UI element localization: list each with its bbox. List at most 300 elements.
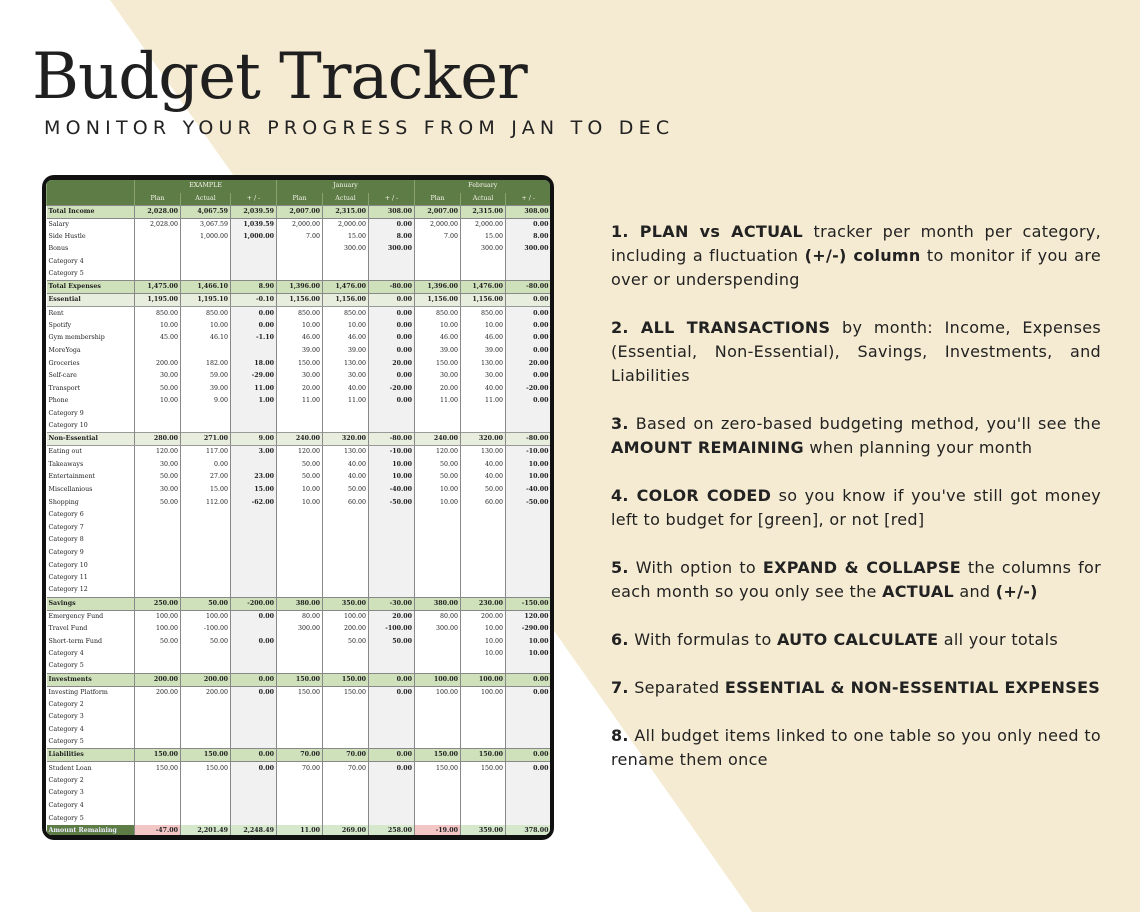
cell[interactable]: 11.00 bbox=[461, 395, 506, 408]
cell[interactable] bbox=[277, 724, 323, 737]
row-label[interactable]: Self-care bbox=[48, 372, 77, 380]
cell[interactable]: 40.00 bbox=[461, 471, 506, 484]
cell[interactable] bbox=[277, 572, 323, 585]
cell[interactable] bbox=[369, 420, 415, 433]
cell[interactable] bbox=[277, 711, 323, 724]
cell[interactable] bbox=[461, 584, 506, 597]
cell[interactable]: 1,156.00 bbox=[277, 294, 323, 307]
cell[interactable]: 0.00 bbox=[506, 307, 551, 320]
cell[interactable]: 9.00 bbox=[181, 395, 231, 408]
cell[interactable] bbox=[415, 268, 461, 281]
row-label[interactable]: Salary bbox=[48, 220, 69, 228]
cell[interactable] bbox=[181, 408, 231, 421]
row-label[interactable]: Category 5 bbox=[48, 662, 84, 670]
cell[interactable]: 10.00 bbox=[277, 484, 323, 497]
cell[interactable] bbox=[181, 584, 231, 597]
cell[interactable]: 0.00 bbox=[506, 686, 551, 699]
cell[interactable]: 150.00 bbox=[181, 749, 231, 762]
cell[interactable] bbox=[277, 775, 323, 788]
cell[interactable]: 850.00 bbox=[323, 307, 369, 320]
cell[interactable] bbox=[461, 559, 506, 572]
cell[interactable] bbox=[506, 547, 551, 560]
cell[interactable] bbox=[506, 408, 551, 421]
cell[interactable] bbox=[135, 521, 181, 534]
cell[interactable] bbox=[461, 699, 506, 712]
cell[interactable] bbox=[277, 787, 323, 800]
cell[interactable] bbox=[415, 572, 461, 585]
cell[interactable] bbox=[231, 268, 277, 281]
cell[interactable]: 2,000.00 bbox=[415, 218, 461, 231]
cell[interactable]: 2,201.49 bbox=[181, 825, 231, 835]
cell[interactable] bbox=[415, 699, 461, 712]
cell[interactable]: 30.00 bbox=[415, 370, 461, 383]
cell[interactable] bbox=[506, 572, 551, 585]
row-label[interactable]: MoreYoga bbox=[48, 347, 81, 355]
cell[interactable] bbox=[277, 660, 323, 673]
cell[interactable]: 150.00 bbox=[323, 673, 369, 686]
row-label[interactable]: Rent bbox=[48, 309, 64, 317]
cell[interactable]: -62.00 bbox=[231, 496, 277, 509]
cell[interactable]: 0.00 bbox=[506, 762, 551, 775]
cell[interactable]: -100.00 bbox=[181, 623, 231, 636]
cell[interactable]: 18.00 bbox=[231, 357, 277, 370]
cell[interactable]: 0.00 bbox=[506, 673, 551, 686]
cell[interactable]: 50.00 bbox=[415, 471, 461, 484]
row-label[interactable]: Category 4 bbox=[48, 726, 84, 734]
cell[interactable] bbox=[231, 812, 277, 825]
cell[interactable] bbox=[135, 408, 181, 421]
cell[interactable]: 50.00 bbox=[323, 635, 369, 648]
cell[interactable] bbox=[415, 736, 461, 749]
cell[interactable]: 10.00 bbox=[277, 320, 323, 333]
cell[interactable] bbox=[135, 420, 181, 433]
cell[interactable]: 10.00 bbox=[369, 471, 415, 484]
cell[interactable] bbox=[323, 509, 369, 522]
row-label[interactable]: Category 7 bbox=[48, 523, 84, 531]
cell[interactable]: 120.00 bbox=[415, 446, 461, 459]
cell[interactable] bbox=[506, 584, 551, 597]
cell[interactable]: 117.00 bbox=[181, 446, 231, 459]
cell[interactable]: 10.00 bbox=[277, 496, 323, 509]
cell[interactable] bbox=[231, 736, 277, 749]
cell[interactable]: 39.00 bbox=[415, 345, 461, 358]
column-header[interactable]: Actual bbox=[181, 193, 231, 206]
cell[interactable] bbox=[369, 724, 415, 737]
cell[interactable] bbox=[181, 534, 231, 547]
cell[interactable]: 850.00 bbox=[181, 307, 231, 320]
cell[interactable]: 200.00 bbox=[323, 623, 369, 636]
cell[interactable]: 1,475.00 bbox=[135, 281, 181, 294]
cell[interactable]: 0.00 bbox=[369, 345, 415, 358]
row-label[interactable]: Side Hustle bbox=[48, 232, 86, 240]
cell[interactable] bbox=[369, 521, 415, 534]
cell[interactable] bbox=[506, 256, 551, 269]
cell[interactable]: 271.00 bbox=[181, 433, 231, 446]
cell[interactable]: -30.00 bbox=[369, 597, 415, 610]
cell[interactable] bbox=[415, 509, 461, 522]
cell[interactable] bbox=[323, 420, 369, 433]
row-label[interactable]: Category 11 bbox=[48, 574, 88, 582]
cell[interactable] bbox=[369, 775, 415, 788]
cell[interactable] bbox=[231, 534, 277, 547]
cell[interactable]: 39.00 bbox=[277, 345, 323, 358]
cell[interactable]: 0.00 bbox=[369, 218, 415, 231]
cell[interactable]: 130.00 bbox=[461, 357, 506, 370]
cell[interactable]: 150.00 bbox=[135, 749, 181, 762]
cell[interactable]: 300.00 bbox=[323, 243, 369, 256]
cell[interactable]: 23.00 bbox=[231, 471, 277, 484]
cell[interactable]: 4,067.59 bbox=[181, 205, 231, 218]
row-label[interactable]: Investing Platform bbox=[48, 688, 108, 696]
cell[interactable]: 3,067.59 bbox=[181, 218, 231, 231]
cell[interactable]: 10.00 bbox=[506, 648, 551, 661]
cell[interactable] bbox=[506, 534, 551, 547]
cell[interactable] bbox=[181, 724, 231, 737]
cell[interactable]: 45.00 bbox=[135, 332, 181, 345]
cell[interactable] bbox=[323, 408, 369, 421]
cell[interactable]: 300.00 bbox=[461, 243, 506, 256]
row-label[interactable]: Category 3 bbox=[48, 713, 84, 721]
cell[interactable] bbox=[461, 408, 506, 421]
cell[interactable]: 10.00 bbox=[135, 320, 181, 333]
cell[interactable]: 150.00 bbox=[277, 673, 323, 686]
cell[interactable] bbox=[277, 256, 323, 269]
cell[interactable]: 10.00 bbox=[369, 459, 415, 472]
cell[interactable] bbox=[135, 800, 181, 813]
cell[interactable]: 100.00 bbox=[323, 610, 369, 623]
cell[interactable]: 27.00 bbox=[181, 471, 231, 484]
cell[interactable] bbox=[135, 547, 181, 560]
cell[interactable]: -50.00 bbox=[506, 496, 551, 509]
row-label[interactable]: Category 8 bbox=[48, 536, 84, 544]
row-label[interactable]: Transport bbox=[48, 384, 81, 392]
cell[interactable]: 269.00 bbox=[323, 825, 369, 835]
cell[interactable] bbox=[181, 256, 231, 269]
month-header[interactable]: February bbox=[415, 180, 551, 193]
cell[interactable]: 320.00 bbox=[323, 433, 369, 446]
cell[interactable]: -200.00 bbox=[231, 597, 277, 610]
cell[interactable]: 2,000.00 bbox=[323, 218, 369, 231]
cell[interactable]: 150.00 bbox=[135, 762, 181, 775]
cell[interactable] bbox=[231, 660, 277, 673]
cell[interactable]: -0.10 bbox=[231, 294, 277, 307]
cell[interactable] bbox=[415, 635, 461, 648]
cell[interactable]: 2,007.00 bbox=[415, 205, 461, 218]
row-label[interactable]: Spotify bbox=[48, 321, 72, 329]
cell[interactable] bbox=[369, 256, 415, 269]
cell[interactable] bbox=[461, 256, 506, 269]
cell[interactable] bbox=[135, 584, 181, 597]
cell[interactable] bbox=[461, 521, 506, 534]
row-label[interactable]: Category 5 bbox=[48, 270, 84, 278]
cell[interactable] bbox=[231, 345, 277, 358]
cell[interactable] bbox=[135, 812, 181, 825]
cell[interactable]: 0.00 bbox=[506, 370, 551, 383]
cell[interactable]: 850.00 bbox=[277, 307, 323, 320]
cell[interactable]: 100.00 bbox=[415, 686, 461, 699]
cell[interactable] bbox=[231, 699, 277, 712]
row-label[interactable]: Category 10 bbox=[48, 422, 88, 430]
cell[interactable]: 11.00 bbox=[277, 395, 323, 408]
cell[interactable] bbox=[135, 660, 181, 673]
cell[interactable] bbox=[506, 660, 551, 673]
cell[interactable] bbox=[323, 534, 369, 547]
cell[interactable] bbox=[415, 775, 461, 788]
cell[interactable]: 300.00 bbox=[506, 243, 551, 256]
cell[interactable]: 150.00 bbox=[415, 762, 461, 775]
cell[interactable]: 15.00 bbox=[461, 231, 506, 244]
cell[interactable]: 80.00 bbox=[415, 610, 461, 623]
cell[interactable] bbox=[323, 256, 369, 269]
cell[interactable] bbox=[415, 256, 461, 269]
cell[interactable] bbox=[323, 648, 369, 661]
column-header[interactable]: + / - bbox=[369, 193, 415, 206]
cell[interactable]: 200.00 bbox=[135, 357, 181, 370]
cell[interactable] bbox=[231, 787, 277, 800]
cell[interactable]: 50.00 bbox=[277, 471, 323, 484]
cell[interactable]: 150.00 bbox=[277, 686, 323, 699]
cell[interactable]: 120.00 bbox=[506, 610, 551, 623]
cell[interactable] bbox=[277, 547, 323, 560]
cell[interactable]: 40.00 bbox=[461, 383, 506, 396]
row-label[interactable]: Category 9 bbox=[48, 410, 84, 418]
cell[interactable]: 200.00 bbox=[135, 673, 181, 686]
cell[interactable] bbox=[506, 800, 551, 813]
cell[interactable] bbox=[135, 534, 181, 547]
cell[interactable]: 130.00 bbox=[323, 357, 369, 370]
cell[interactable]: 10.00 bbox=[181, 320, 231, 333]
cell[interactable] bbox=[135, 231, 181, 244]
cell[interactable] bbox=[277, 736, 323, 749]
cell[interactable] bbox=[323, 660, 369, 673]
cell[interactable] bbox=[506, 509, 551, 522]
cell[interactable] bbox=[277, 584, 323, 597]
cell[interactable] bbox=[323, 547, 369, 560]
cell[interactable]: 10.00 bbox=[461, 623, 506, 636]
cell[interactable] bbox=[323, 268, 369, 281]
cell[interactable]: 378.00 bbox=[506, 825, 551, 835]
cell[interactable] bbox=[461, 547, 506, 560]
cell[interactable]: 100.00 bbox=[461, 673, 506, 686]
cell[interactable] bbox=[369, 572, 415, 585]
cell[interactable]: 20.00 bbox=[277, 383, 323, 396]
cell[interactable] bbox=[181, 572, 231, 585]
cell[interactable]: 0.00 bbox=[369, 395, 415, 408]
cell[interactable] bbox=[415, 787, 461, 800]
row-label[interactable]: Category 12 bbox=[48, 586, 88, 594]
cell[interactable]: -19.00 bbox=[415, 825, 461, 835]
cell[interactable]: 10.00 bbox=[323, 320, 369, 333]
cell[interactable] bbox=[135, 572, 181, 585]
row-label[interactable]: Category 4 bbox=[48, 802, 84, 810]
cell[interactable] bbox=[415, 648, 461, 661]
row-label[interactable]: Groceries bbox=[48, 359, 80, 367]
cell[interactable] bbox=[323, 711, 369, 724]
cell[interactable] bbox=[461, 736, 506, 749]
cell[interactable]: 46.10 bbox=[181, 332, 231, 345]
cell[interactable] bbox=[415, 711, 461, 724]
cell[interactable]: -100.00 bbox=[369, 623, 415, 636]
cell[interactable] bbox=[277, 699, 323, 712]
cell[interactable]: 50.00 bbox=[461, 484, 506, 497]
cell[interactable]: 200.00 bbox=[461, 610, 506, 623]
cell[interactable] bbox=[135, 736, 181, 749]
row-label[interactable]: Amount Remaining bbox=[47, 825, 135, 835]
row-label[interactable]: Gym membership bbox=[48, 334, 105, 342]
cell[interactable]: 150.00 bbox=[415, 357, 461, 370]
cell[interactable] bbox=[323, 800, 369, 813]
cell[interactable] bbox=[506, 711, 551, 724]
cell[interactable] bbox=[461, 268, 506, 281]
cell[interactable]: 39.00 bbox=[461, 345, 506, 358]
cell[interactable]: 200.00 bbox=[135, 686, 181, 699]
cell[interactable]: 2,007.00 bbox=[277, 205, 323, 218]
cell[interactable]: 50.00 bbox=[181, 635, 231, 648]
cell[interactable]: 50.00 bbox=[323, 484, 369, 497]
column-header[interactable]: Actual bbox=[461, 193, 506, 206]
cell[interactable]: 1,039.59 bbox=[231, 218, 277, 231]
cell[interactable] bbox=[231, 572, 277, 585]
cell[interactable]: 0.00 bbox=[369, 294, 415, 307]
cell[interactable] bbox=[181, 787, 231, 800]
cell[interactable] bbox=[135, 268, 181, 281]
cell[interactable] bbox=[277, 534, 323, 547]
cell[interactable]: 240.00 bbox=[277, 433, 323, 446]
cell[interactable]: 10.00 bbox=[506, 635, 551, 648]
cell[interactable]: 150.00 bbox=[461, 762, 506, 775]
cell[interactable] bbox=[135, 256, 181, 269]
cell[interactable]: 30.00 bbox=[323, 370, 369, 383]
row-label[interactable]: Miscellanious bbox=[48, 485, 93, 493]
cell[interactable] bbox=[369, 699, 415, 712]
cell[interactable]: 50.00 bbox=[277, 459, 323, 472]
cell[interactable]: 0.00 bbox=[506, 345, 551, 358]
cell[interactable]: -150.00 bbox=[506, 597, 551, 610]
cell[interactable]: 60.00 bbox=[461, 496, 506, 509]
cell[interactable]: 2,028.00 bbox=[135, 205, 181, 218]
cell[interactable]: 40.00 bbox=[323, 383, 369, 396]
cell[interactable]: 50.00 bbox=[181, 597, 231, 610]
cell[interactable] bbox=[277, 812, 323, 825]
cell[interactable]: -80.00 bbox=[506, 281, 551, 294]
cell[interactable]: 100.00 bbox=[415, 673, 461, 686]
cell[interactable] bbox=[461, 420, 506, 433]
cell[interactable]: 59.00 bbox=[181, 370, 231, 383]
cell[interactable]: 182.00 bbox=[181, 357, 231, 370]
column-header[interactable]: Plan bbox=[277, 193, 323, 206]
cell[interactable] bbox=[135, 787, 181, 800]
cell[interactable]: 200.00 bbox=[181, 673, 231, 686]
cell[interactable] bbox=[181, 420, 231, 433]
cell[interactable] bbox=[181, 699, 231, 712]
cell[interactable] bbox=[369, 800, 415, 813]
cell[interactable]: 10.00 bbox=[461, 320, 506, 333]
cell[interactable]: 0.00 bbox=[369, 370, 415, 383]
cell[interactable]: 200.00 bbox=[181, 686, 231, 699]
cell[interactable] bbox=[231, 547, 277, 560]
cell[interactable] bbox=[506, 699, 551, 712]
cell[interactable] bbox=[277, 635, 323, 648]
cell[interactable]: 1,396.00 bbox=[277, 281, 323, 294]
cell[interactable]: 50.00 bbox=[135, 383, 181, 396]
cell[interactable] bbox=[231, 800, 277, 813]
row-label[interactable]: Essential bbox=[47, 294, 135, 307]
cell[interactable]: 9.00 bbox=[231, 433, 277, 446]
cell[interactable] bbox=[277, 521, 323, 534]
cell[interactable]: 30.00 bbox=[277, 370, 323, 383]
cell[interactable] bbox=[277, 509, 323, 522]
cell[interactable] bbox=[461, 800, 506, 813]
cell[interactable]: 850.00 bbox=[461, 307, 506, 320]
cell[interactable] bbox=[506, 724, 551, 737]
cell[interactable] bbox=[461, 572, 506, 585]
cell[interactable]: -290.00 bbox=[506, 623, 551, 636]
cell[interactable]: 40.00 bbox=[323, 471, 369, 484]
cell[interactable]: 130.00 bbox=[461, 446, 506, 459]
cell[interactable] bbox=[415, 521, 461, 534]
cell[interactable] bbox=[231, 584, 277, 597]
cell[interactable] bbox=[506, 736, 551, 749]
cell[interactable]: 46.00 bbox=[415, 332, 461, 345]
cell[interactable] bbox=[415, 660, 461, 673]
cell[interactable] bbox=[135, 345, 181, 358]
cell[interactable] bbox=[323, 572, 369, 585]
cell[interactable]: 120.00 bbox=[277, 446, 323, 459]
cell[interactable]: 1,195.10 bbox=[181, 294, 231, 307]
cell[interactable]: 850.00 bbox=[415, 307, 461, 320]
cell[interactable]: 10.00 bbox=[461, 648, 506, 661]
cell[interactable]: 0.00 bbox=[369, 686, 415, 699]
cell[interactable] bbox=[369, 559, 415, 572]
row-label[interactable]: Phone bbox=[48, 397, 69, 405]
cell[interactable] bbox=[323, 521, 369, 534]
cell[interactable]: 2,315.00 bbox=[323, 205, 369, 218]
cell[interactable]: 100.00 bbox=[461, 686, 506, 699]
cell[interactable]: 359.00 bbox=[461, 825, 506, 835]
cell[interactable] bbox=[369, 736, 415, 749]
cell[interactable] bbox=[231, 408, 277, 421]
cell[interactable]: 0.00 bbox=[506, 218, 551, 231]
row-label[interactable]: Liabilities bbox=[47, 749, 135, 762]
column-header[interactable]: Plan bbox=[135, 193, 181, 206]
cell[interactable] bbox=[181, 509, 231, 522]
cell[interactable]: 0.00 bbox=[231, 610, 277, 623]
cell[interactable]: -29.00 bbox=[231, 370, 277, 383]
cell[interactable] bbox=[135, 243, 181, 256]
cell[interactable] bbox=[135, 711, 181, 724]
cell[interactable]: 150.00 bbox=[323, 686, 369, 699]
cell[interactable]: -80.00 bbox=[506, 433, 551, 446]
cell[interactable]: 60.00 bbox=[323, 496, 369, 509]
row-label[interactable]: Savings bbox=[47, 597, 135, 610]
cell[interactable]: 70.00 bbox=[323, 762, 369, 775]
cell[interactable]: 150.00 bbox=[277, 357, 323, 370]
cell[interactable] bbox=[369, 660, 415, 673]
cell[interactable]: 30.00 bbox=[461, 370, 506, 383]
cell[interactable] bbox=[181, 736, 231, 749]
cell[interactable] bbox=[181, 648, 231, 661]
cell[interactable]: 0.00 bbox=[369, 320, 415, 333]
cell[interactable] bbox=[135, 775, 181, 788]
column-header[interactable]: Actual bbox=[323, 193, 369, 206]
cell[interactable] bbox=[231, 623, 277, 636]
cell[interactable]: 1,476.00 bbox=[323, 281, 369, 294]
cell[interactable]: -10.00 bbox=[369, 446, 415, 459]
cell[interactable]: 8.00 bbox=[369, 231, 415, 244]
row-label[interactable]: Investments bbox=[47, 673, 135, 686]
cell[interactable] bbox=[231, 559, 277, 572]
cell[interactable]: 7.00 bbox=[277, 231, 323, 244]
